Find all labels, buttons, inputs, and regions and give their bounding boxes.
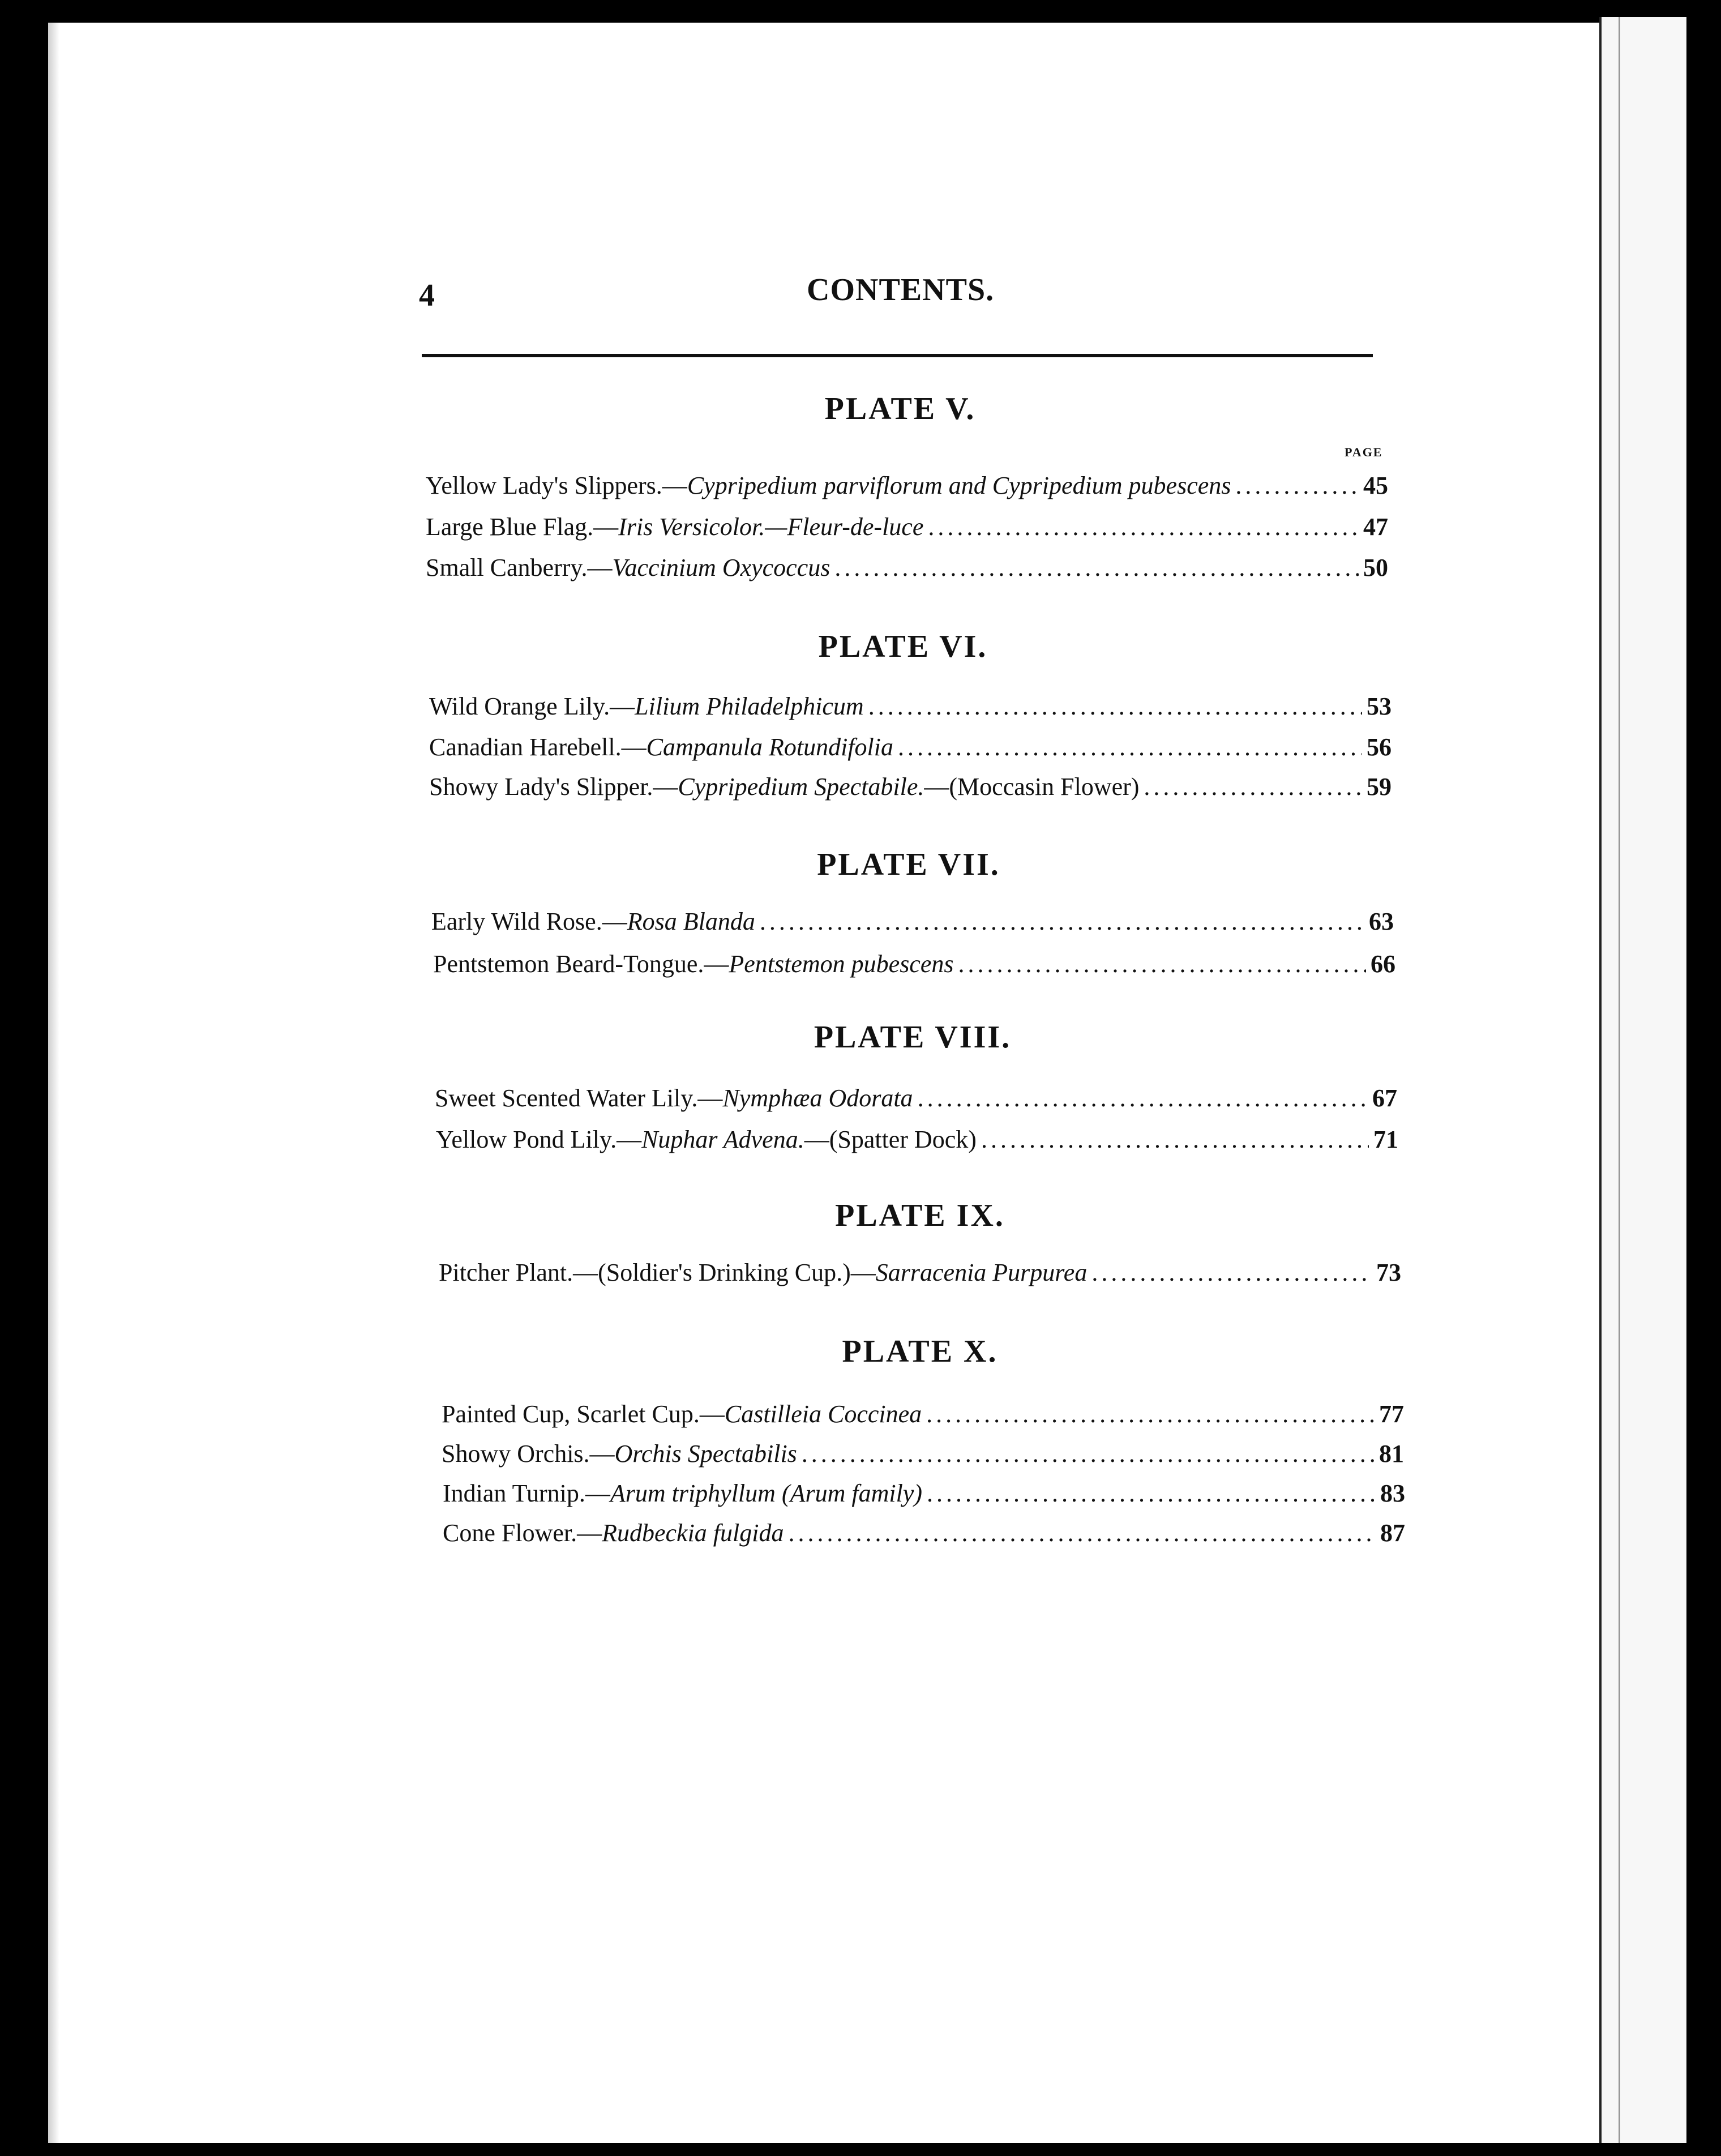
contents-entry [435,1083,1397,1114]
contents-entry [433,948,1395,980]
entry-page-number: 66 [1371,950,1395,978]
entry-common-name: Wild Orange Lily.— [429,692,635,720]
dot-leader [760,906,1364,938]
page-number: 4 [419,278,435,313]
facing-page-edge [1599,17,1686,2143]
entry-page-number: 45 [1363,472,1388,499]
header-rule [422,354,1373,357]
entry-common-name: Yellow Lady's Slippers.— [426,472,687,499]
contents-entry [442,1398,1404,1430]
entry-extra: —(Spatter Dock) [804,1126,977,1153]
contents-entry [429,691,1392,722]
entry-common-name: Showy Orchis.— [442,1440,615,1468]
page-header [419,266,1381,317]
entry-page-number: 67 [1372,1084,1397,1112]
entry-page-number: 77 [1379,1400,1404,1428]
entry-scientific-name: Lilium Philadelphicum [635,692,864,720]
dot-leader [918,1083,1368,1114]
entry-scientific-name: Nuphar Advena. [641,1126,804,1153]
entry-common-name: Pitcher Plant.—(Soldier's Drinking Cup.)— [439,1259,876,1286]
entry-scientific-name: Cypripedium parviflorum and Cypripedium pubescens [687,472,1231,499]
entry-scientific-name: Vaccinium Oxycoccus [612,554,830,581]
contents-entry [431,906,1394,938]
entry-extra: —(Moccasin Flower) [924,773,1140,801]
entry-common-name: Large Blue Flag.— [426,513,619,541]
entry-scientific-name: Cypripedium Spectabile. [678,773,924,801]
dot-leader [834,552,1359,584]
contents-entry [443,1478,1405,1509]
entry-common-name: Early Wild Rose.— [431,908,627,935]
dot-leader [958,948,1367,980]
page-shadow [48,23,59,2143]
contents-entry [426,470,1388,502]
entry-common-name: Painted Cup, Scarlet Cup.— [442,1400,725,1428]
plate-heading: PLATE VIII. [814,1020,1012,1055]
plate-heading: PLATE V. [824,391,976,426]
contents-entry [442,1438,1404,1470]
page-edge-line [1619,17,1620,2143]
entry-common-name: Sweet Scented Water Lily.— [435,1084,723,1112]
entry-common-name: Pentstemon Beard-Tongue.— [433,950,729,978]
entry-scientific-name: Pentstemon pubescens [729,950,954,978]
dot-leader [868,691,1362,722]
dot-leader [1144,771,1362,803]
page-title: CONTENTS. [807,272,995,307]
entry-page-number: 83 [1380,1479,1405,1507]
dot-leader [788,1517,1376,1549]
dot-leader [928,511,1359,543]
entry-page-number: 63 [1369,908,1394,935]
entry-page-number: 56 [1367,733,1392,761]
dot-leader [802,1438,1375,1470]
entry-page-number: 50 [1363,554,1388,581]
dot-leader [1091,1257,1372,1289]
contents-entry [426,552,1388,584]
entry-page-number: 47 [1363,513,1388,541]
dot-leader [981,1124,1369,1156]
entry-scientific-name: Nymphæa Odorata [722,1084,913,1112]
dot-leader [926,1398,1375,1430]
contents-entry [439,1257,1401,1289]
entry-common-name: Indian Turnip.— [443,1479,610,1507]
entry-page-number: 71 [1373,1126,1398,1153]
entry-common-name: Small Canberry.— [426,554,613,581]
contents-entry [429,732,1392,763]
entry-common-name: Canadian Harebell.— [429,733,647,761]
plate-heading: PLATE VII. [817,847,1000,882]
entry-scientific-name: Castilleia Coccinea [724,1400,922,1428]
entry-page-number: 81 [1379,1440,1404,1468]
entry-common-name: Yellow Pond Lily.— [436,1126,642,1153]
entry-scientific-name: Orchis Spectabilis [614,1440,797,1468]
entry-page-number: 59 [1367,773,1392,801]
entry-scientific-name: Rosa Blanda [627,908,755,935]
contents-entry [426,511,1388,543]
entry-scientific-name: Iris Versicolor.—Fleur-de-luce [618,513,924,541]
entry-common-name: Cone Flower.— [443,1519,602,1547]
dot-leader [927,1478,1376,1509]
plate-heading: PLATE VI. [818,629,988,664]
contents-entry [429,771,1392,803]
entry-scientific-name: Rudbeckia fulgida [602,1519,784,1547]
dot-leader [898,732,1362,763]
entry-scientific-name: Sarracenia Purpurea [875,1259,1088,1286]
entry-page-number: 87 [1380,1519,1405,1547]
entry-common-name: Showy Lady's Slipper.— [429,773,678,801]
entry-scientific-name: Arum triphyllum (Arum family) [610,1479,922,1507]
entry-page-number: 73 [1376,1259,1401,1286]
plate-heading: PLATE IX. [835,1198,1005,1233]
plate-heading: PLATE X. [842,1334,998,1369]
entry-scientific-name: Campanula Rotundifolia [646,733,893,761]
contents-entry [436,1124,1398,1156]
entry-page-number: 53 [1367,692,1392,720]
dot-leader [1235,470,1359,502]
page-column-label: PAGE [1345,445,1383,459]
contents-entry [443,1517,1405,1549]
